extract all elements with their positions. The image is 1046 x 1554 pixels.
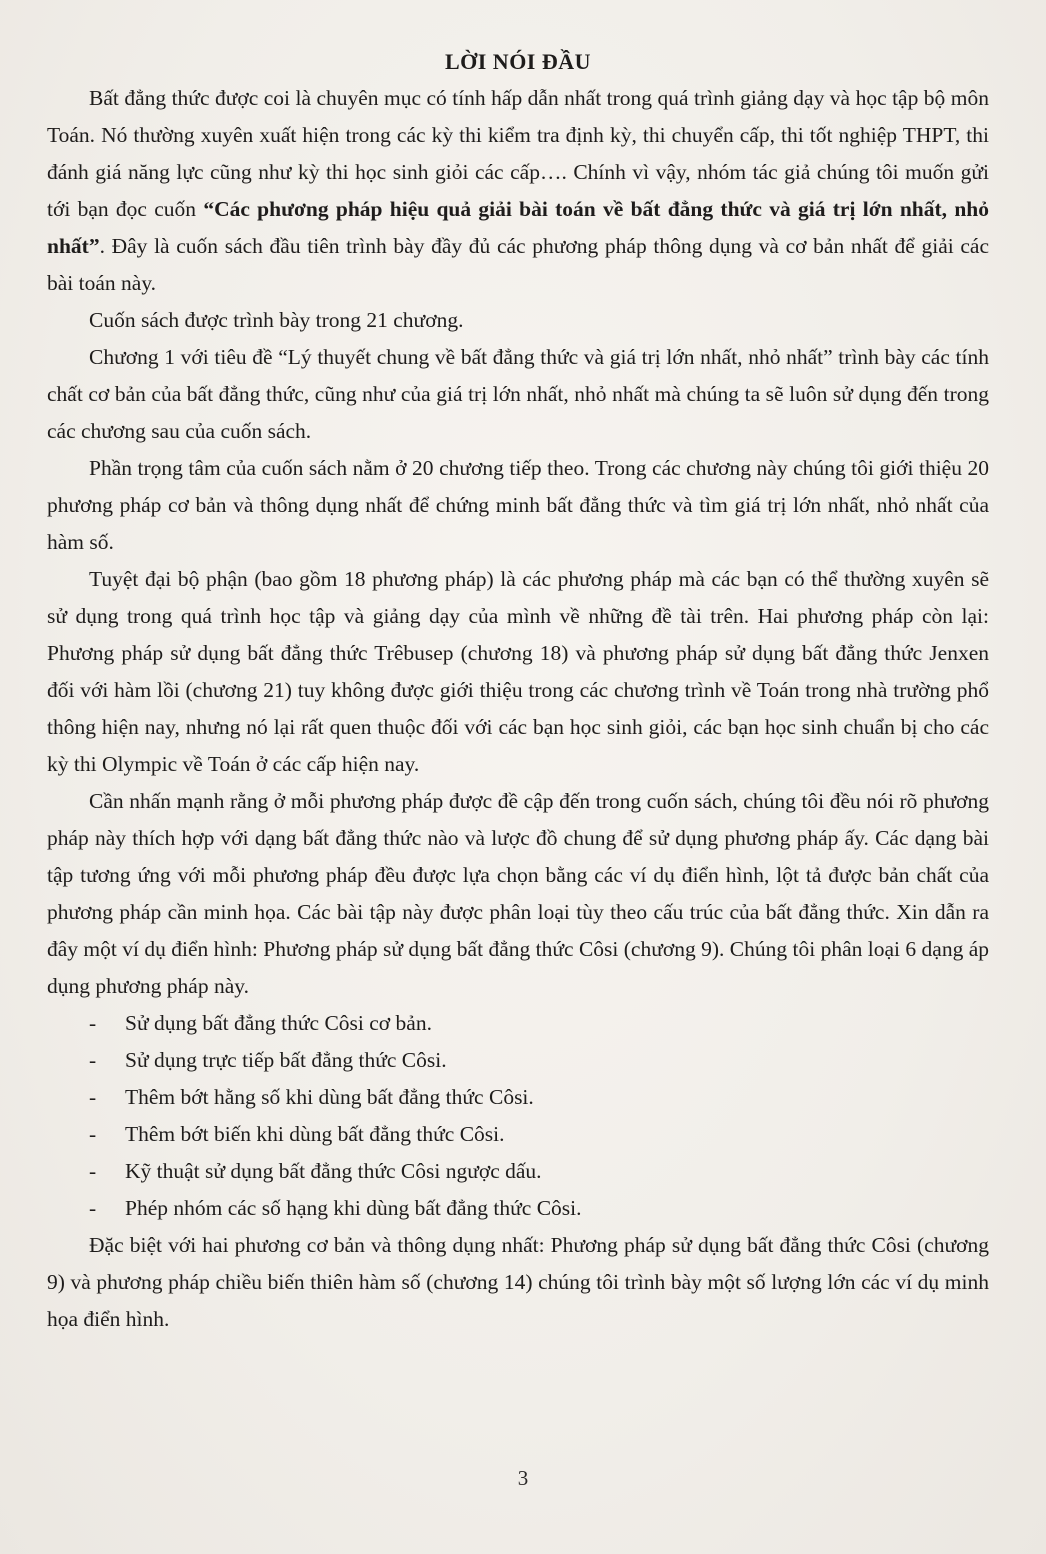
page-number: 3 [517, 1466, 529, 1490]
intro-text-end: . Đây là cuốn sách đầu tiên trình bày đầy đủ các phương pháp thông dụng và cơ bản nhất để giải các bài toán này. [47, 234, 989, 295]
list-item-text: Phép nhóm các số hạng khi dùng bất đẳng thức Côsi. [125, 1196, 582, 1220]
chapter-one-paragraph: Chương 1 với tiêu đề “Lý thuyết chung về bất đẳng thức và giá trị lớn nhất, nhỏ nhất” trình bày các tính chất cơ bản của bất đẳng thức, cũng như của giá trị lớn nhất, nhỏ nhất mà chúng ta sẽ luôn sử dụng đến trong các chương sau của cuốn sách. [47, 345, 989, 443]
intro-paragraph [47, 80, 989, 302]
cosi-methods-list [47, 1005, 989, 1227]
list-item-text: Thêm bớt biến khi dùng bất đẳng thức Côsi. [125, 1122, 505, 1146]
list-item-text: Sử dụng bất đẳng thức Côsi cơ bản. [125, 1011, 432, 1035]
chapters-count-paragraph: Cuốn sách được trình bày trong 21 chương. [89, 308, 464, 332]
list-item [47, 1005, 989, 1042]
page-title: LỜI NÓI ĐẦU [444, 49, 592, 74]
core-chapters-paragraph: Phần trọng tâm của cuốn sách nằm ở 20 chương tiếp theo. Trong các chương này chúng tôi giới thiệu 20 phương pháp cơ bản và thông dụng nhất để chứng minh bất đẳng thức và tìm giá trị lớn nhất, nhỏ nhất của hàm số. [47, 456, 989, 554]
closing-paragraph: Đặc biệt với hai phương cơ bản và thông dụng nhất: Phương pháp sử dụng bất đẳng thức Côsi (chương 9) và phương pháp chiều biến thiên hàm số (chương 14) chúng tôi trình bày một số lượng lớn các ví dụ minh họa điển hình. [47, 1233, 989, 1331]
method-structure-paragraph: Cần nhấn mạnh rằng ở mỗi phương pháp được đề cập đến trong cuốn sách, chúng tôi đều nói rõ phương pháp này thích hợp với dạng bất đẳng thức nào và lược đồ chung để sử dụng phương pháp ấy. Các dạng bài tập tương ứng với mỗi phương pháp đều được lựa chọn bằng các ví dụ điển hình, lột tả được bản chất của phương pháp cần minh họa. Các bài tập này được phân loại tùy theo cấu trúc của bất đẳng thức. Xin dẫn ra đây một ví dụ điển hình: Phương pháp sử dụng bất đẳng thức Côsi (chương 9). Chúng tôi phân loại 6 dạng áp dụng phương pháp này. [47, 789, 989, 998]
list-item [47, 1116, 989, 1153]
list-item-text: Thêm bớt hằng số khi dùng bất đẳng thức Côsi. [125, 1085, 534, 1109]
list-marker: - [89, 1048, 97, 1072]
preface-body [47, 44, 989, 1338]
list-item [47, 1079, 989, 1116]
list-item-text: Sử dụng trực tiếp bất đẳng thức Côsi. [125, 1048, 447, 1072]
list-item [47, 1042, 989, 1079]
list-item [47, 1190, 989, 1227]
list-marker: - [89, 1085, 97, 1109]
list-marker: - [89, 1196, 97, 1220]
list-item-text: Kỹ thuật sử dụng bất đẳng thức Côsi ngược dấu. [125, 1159, 542, 1183]
list-marker: - [89, 1122, 97, 1146]
list-marker: - [89, 1159, 97, 1183]
intro-text-start: Bất đẳng thức được coi là chuyên mục có tính hấp dẫn nhất trong quá trình giảng dạy và học tập bộ môn Toán. Nó thường xuyên xuất hiện trong các kỳ thi kiểm tra định kỳ, thi chuyển cấp, thi tốt nghiệp THPT, thi đánh giá năng lực cũng như kỳ thi học sinh giỏi các cấp…. Chính vì vậy, nhóm tác giả chúng tôi muốn gửi tới bạn đọc cuốn [47, 86, 989, 221]
methods-overview-paragraph: Tuyệt đại bộ phận (bao gồm 18 phương pháp) là các phương pháp mà các bạn có thể thường xuyên sẽ sử dụng trong quá trình học tập và giảng dạy của mình về những đề tài trên. Hai phương pháp còn lại: Phương pháp sử dụng bất đẳng thức Trêbusep (chương 18) và phương pháp sử dụng bất đẳng thức Jenxen đối với hàm lồi (chương 21) tuy không được giới thiệu trong các chương trình về Toán trong nhà trường phổ thông hiện nay, nhưng nó lại rất quen thuộc đối với các bạn học sinh giỏi, các bạn học sinh chuẩn bị cho các kỳ thi Olympic về Toán ở các cấp hiện nay. [47, 567, 989, 776]
list-item [47, 1153, 989, 1190]
list-marker: - [89, 1011, 97, 1035]
book-title: “Các phương pháp hiệu quả giải bài toán về bất đẳng thức và giá trị lớn nhất, nhỏ nhất” [47, 197, 989, 258]
